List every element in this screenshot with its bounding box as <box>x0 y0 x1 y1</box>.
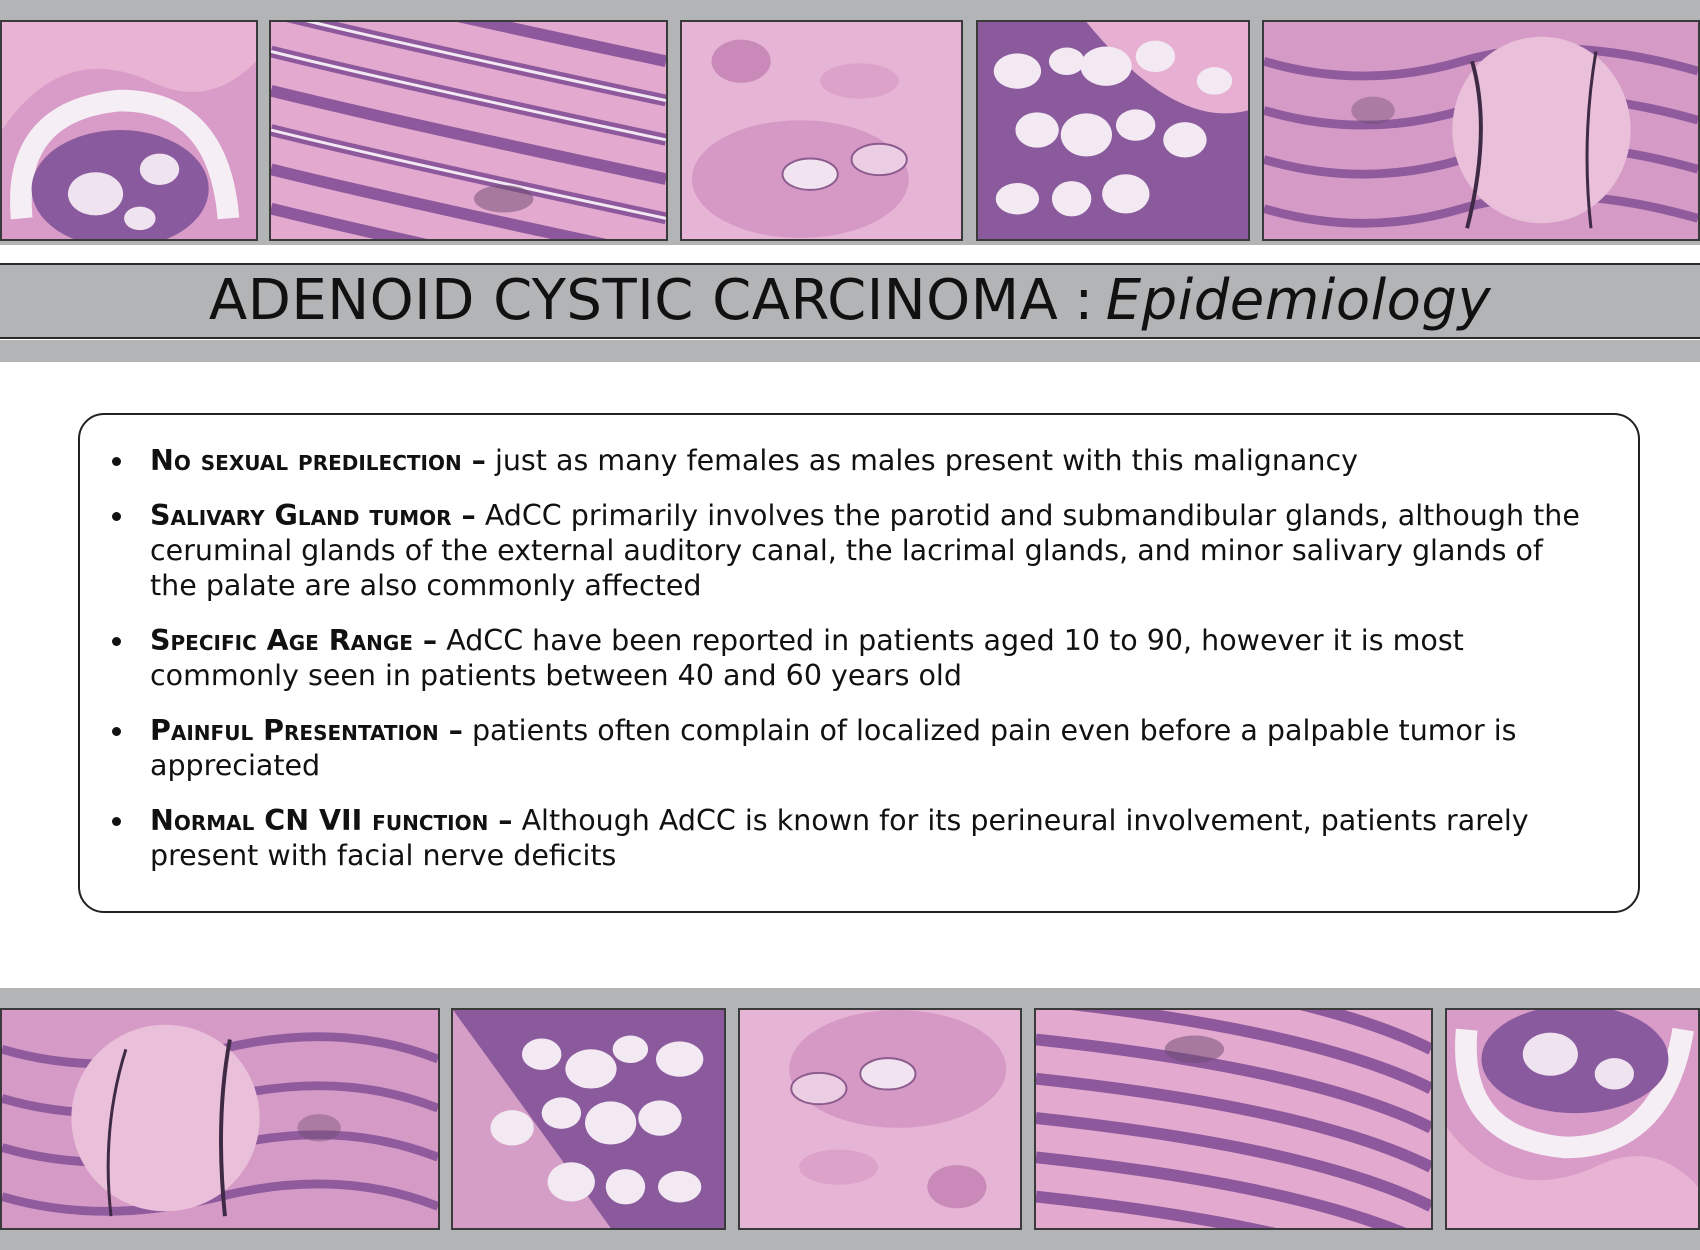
bullet-text: AdCC primarily involves the parotid and submandibular glands, although the ceruminal glands of the external auditory canal, the lacrimal glands, and minor salivary glands of the palate are also commonly affected <box>150 499 1580 602</box>
bullet-dot-icon <box>112 727 121 736</box>
bullet-dot-icon <box>112 512 121 521</box>
histology-image-perineural-invasion <box>1262 20 1700 241</box>
title-bar <box>0 263 1700 339</box>
histology-image-low-power-field <box>738 1008 1022 1230</box>
bullet-lead: Normal CN VII function – <box>150 804 513 837</box>
histology-image-cribriform-cysts <box>451 1008 726 1230</box>
title-subtitle: Epidemiology <box>1105 268 1492 333</box>
bullet-text: patients often complain of localized pain even before a palpable tumor is appreciated <box>150 714 1517 782</box>
bullet-lead: Salivary Gland tumor – <box>150 499 476 532</box>
bullet-item <box>150 713 1588 783</box>
bullet-dot-icon <box>112 817 121 826</box>
bullet-text: Although AdCC is known for its perineural involvement, patients rarely present with facial nerve deficits <box>150 804 1529 872</box>
bullet-dot-icon <box>112 457 121 466</box>
bullet-lead: No sexual predilection – <box>150 444 486 477</box>
histology-image-perineural-invasion <box>0 1008 440 1230</box>
page-title <box>208 268 1492 333</box>
histology-image-tubular-cords <box>1034 1008 1433 1230</box>
bullet-dot-icon <box>112 637 121 646</box>
title-main: ADENOID CYSTIC CARCINOMA <box>208 268 1059 333</box>
bullet-item <box>150 803 1588 873</box>
bullet-lead: Specific Age Range – <box>150 624 438 657</box>
bullet-item <box>150 623 1588 693</box>
bullet-text: just as many females as males present with this malignancy <box>494 444 1358 477</box>
histology-image-low-power-field <box>680 20 963 241</box>
title-separator: : <box>1074 268 1094 333</box>
bullet-lead: Painful Presentation – <box>150 714 463 747</box>
histology-image-cribriform-cysts <box>976 20 1250 241</box>
histology-image-cribriform-nest <box>0 20 258 241</box>
content-box <box>78 413 1640 913</box>
bullet-text: AdCC have been reported in patients aged 10 to 90, however it is most commonly seen in patients between 40 and 60 years old <box>150 624 1464 692</box>
title-underband <box>0 340 1700 362</box>
bullet-item <box>150 498 1588 603</box>
bullet-item <box>150 443 1588 478</box>
histology-image-cribriform-nest <box>1445 1008 1700 1230</box>
bullet-list <box>80 415 1638 873</box>
histology-image-tubular-cords <box>269 20 668 241</box>
